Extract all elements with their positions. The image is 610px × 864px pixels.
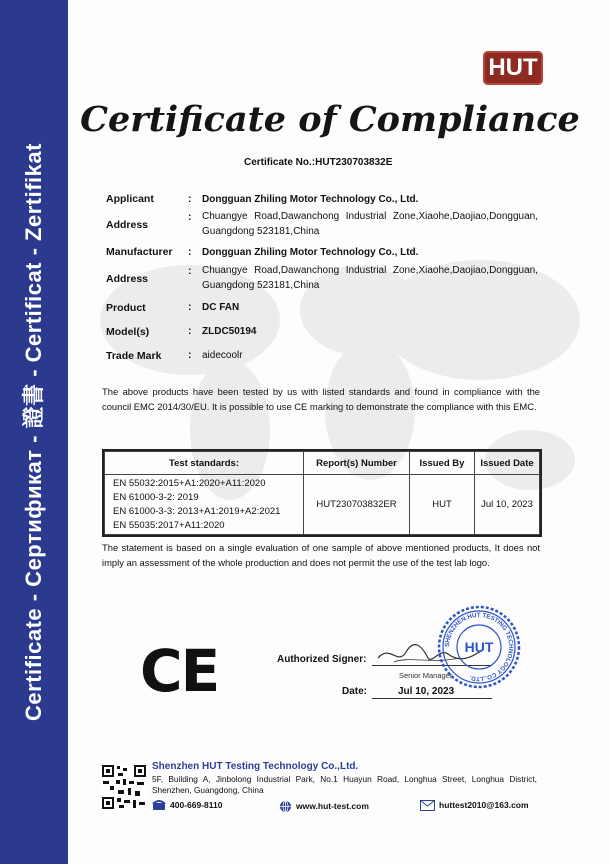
applicant-address-line1: Chuangye Road,Dawanchong Industrial Zone,Xiaohe,Daojiao,Dongguan, xyxy=(202,211,538,222)
model-value: ZLDC50194 xyxy=(202,326,257,337)
mail-icon xyxy=(420,800,435,811)
applicant-value: Dongguan Zhiling Motor Technology Co., Ltd. xyxy=(202,194,419,205)
ce-mark: CE xyxy=(140,637,219,705)
seal-center-text: HUT xyxy=(464,639,494,655)
report-number-cell: HUT230703832ER xyxy=(304,475,410,535)
colon: : xyxy=(188,301,192,313)
manufacturer-label: Manufacturer xyxy=(106,246,173,258)
date-line xyxy=(372,698,492,699)
email-link[interactable]: huttest2010@163.com xyxy=(439,800,529,810)
address-label: Address xyxy=(106,273,149,285)
footer-website xyxy=(279,800,369,813)
footer-phone xyxy=(152,800,222,811)
certificate-number xyxy=(244,157,392,168)
applicant-label: Applicant xyxy=(106,193,154,205)
certificate-number-label: Certificate No.: xyxy=(244,157,316,168)
product-label: Product xyxy=(106,302,146,314)
colon: : xyxy=(188,246,192,258)
footer-company-name: Shenzhen HUT Testing Technology Co.,Ltd. xyxy=(152,761,359,772)
applicant-address-line2: Guangdong 523181,China xyxy=(202,226,320,237)
colon: : xyxy=(188,265,192,277)
sidebar-text: Certificate - Сертификат - 證書 - Certificat - Zertifikat xyxy=(21,143,46,721)
colon: : xyxy=(188,193,192,205)
standard-item: EN 55032:2015+A1:2020+A11:2020 xyxy=(113,477,266,489)
standard-item: EN 55035:2017+A11:2020 xyxy=(113,519,225,531)
globe-icon xyxy=(279,800,292,813)
footer-email xyxy=(420,800,529,811)
colon: : xyxy=(188,211,192,223)
qr-code-icon xyxy=(101,764,147,810)
issued-by-cell: HUT xyxy=(410,475,475,535)
manufacturer-address-line1: Chuangye Road,Dawanchong Industrial Zone,Xiaohe,Daojiao,Dongguan, xyxy=(202,265,538,276)
evaluation-statement: The statement is based on a single evaluation of one sample of above mentioned products, It does not imply an assessment of the whole production and does not permit the use of the test lab logo. xyxy=(102,542,540,568)
trade-mark-label: Trade Mark xyxy=(106,350,162,362)
colon: : xyxy=(188,349,192,361)
phone-icon xyxy=(152,800,166,811)
trade-mark-value: aidecoolr xyxy=(202,350,243,361)
compliance-statement: The above products have been tested by us with listed standards and found in compliance with the council EMC 2014/30/EU. It is possible to use CE marking to demonstrate the compliance with this EMC. xyxy=(102,386,540,412)
standard-item: EN 61000-3-2: 2019 xyxy=(113,491,199,503)
product-value: DC FAN xyxy=(202,302,240,313)
address-label: Address xyxy=(106,219,149,231)
hut-logo: HUT xyxy=(483,51,543,85)
standard-item: EN 61000-3-3: 2013+A1:2019+A2:2021 xyxy=(113,505,281,517)
table-header: Issued By xyxy=(410,452,475,475)
manufacturer-address-line2: Guangdong 523181,China xyxy=(202,280,320,291)
table-header-row xyxy=(105,452,540,475)
manufacturer-value: Dongguan Zhiling Motor Technology Co., Ltd. xyxy=(202,247,419,258)
signer-title: Senior Manager xyxy=(399,671,453,680)
certificate-number-value: HUT230703832E xyxy=(315,157,393,168)
table-row xyxy=(105,475,540,535)
standards-cell xyxy=(105,475,304,535)
footer-address: 5F, Building A, Jinbolong Industrial Park, No.1 Huayun Road, Longhua Street, Longhua District, Shenzhen, Guangdong, China xyxy=(152,774,537,795)
model-label: Model(s) xyxy=(106,326,150,338)
table-header: Report(s) Number xyxy=(304,452,410,475)
table-header: Test standards: xyxy=(105,452,304,475)
date-value: Jul 10, 2023 xyxy=(398,686,455,697)
date-label: Date: xyxy=(342,686,368,697)
signer-label: Authorized Signer: xyxy=(277,654,367,665)
page-title: Certificate of Compliance xyxy=(80,99,580,140)
issued-date-cell: Jul 10, 2023 xyxy=(475,475,540,535)
colon: : xyxy=(188,325,192,337)
website-link[interactable]: www.hut-test.com xyxy=(296,800,369,811)
company-seal-icon xyxy=(437,605,521,689)
seal-ring-text: SHENZHEN HUT TESTING TECHNOLOGY CO.,LTD. xyxy=(443,611,515,683)
table-header: Issued Date xyxy=(475,452,540,475)
standards-table xyxy=(102,449,542,537)
phone-number: 400-669-8110 xyxy=(170,800,223,810)
